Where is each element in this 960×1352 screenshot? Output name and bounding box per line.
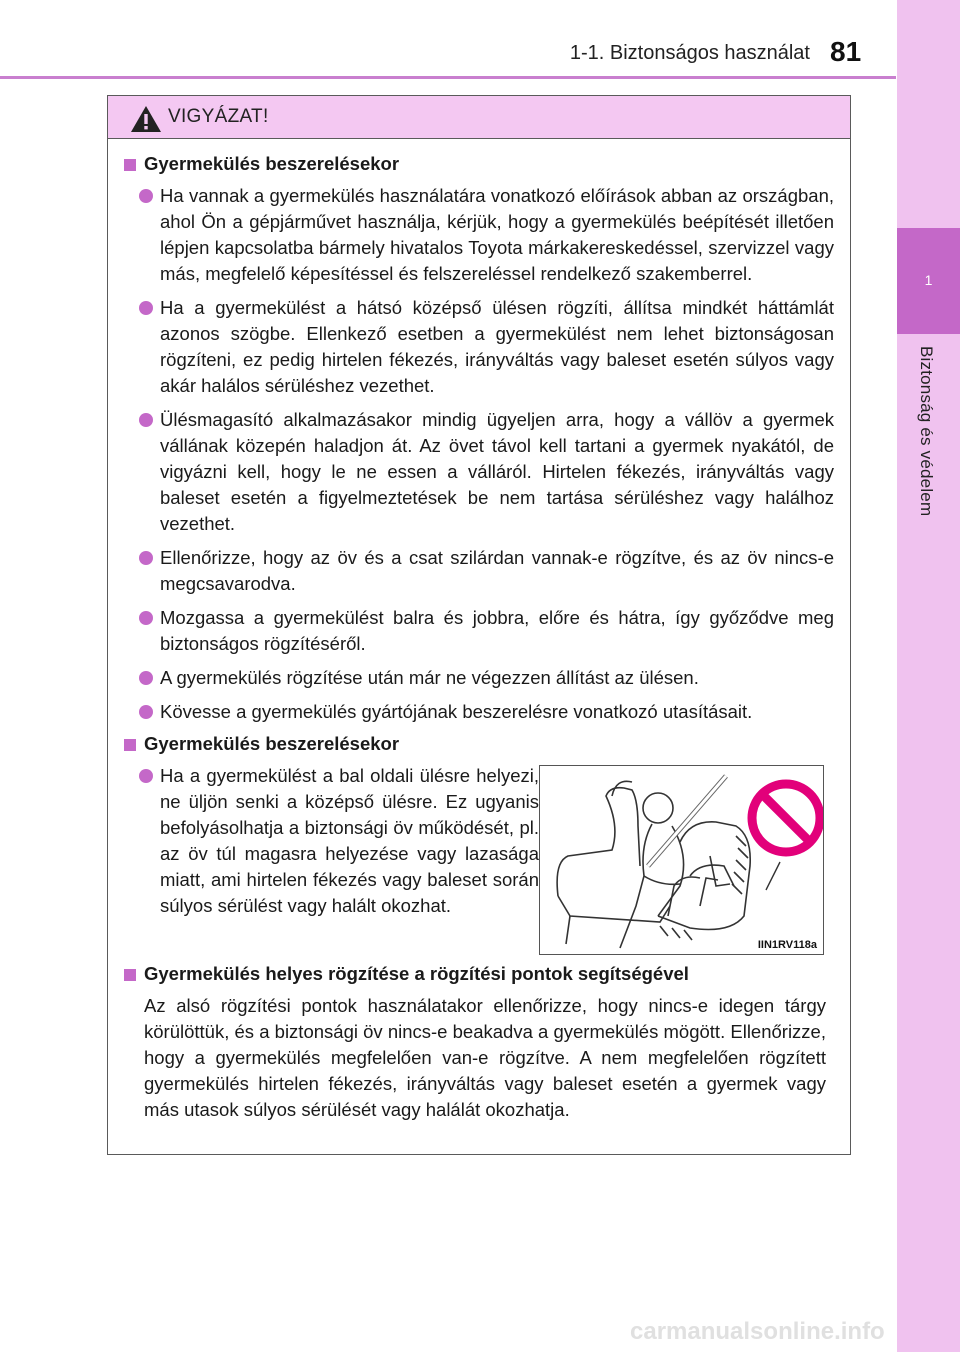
round-bullet-icon [139,705,153,719]
chapter-number: 1 [924,272,933,288]
child-seat-drawing [540,766,823,953]
list-item: Ülésmagasító alkalmazásakor mindig ügyeljen arra, hogy a vállöv a gyermek vállának közepén haladjon át. Az övet távol kell tartani a gyermek nyakától, de vigyázni kell, hogy le ne essen a válláról. Hirtelen fékezés, irányváltás vagy baleset esetén a figyelmeztetések be nem tartása sérüléshez vagy halálhoz vezethet. [124,407,834,537]
header-divider [0,76,896,79]
caution-title: VIGYÁZAT! [168,106,269,127]
round-bullet-icon [139,611,153,625]
paragraph: Az alsó rögzítési pontok használatakor ellenőrizze, hogy nincs-e idegen tárgy körülöttük, és a biztonsági öv nincs-e beakadva a gyermekülés mögött. Ellenőrizze, hogy a gyermekülés megfelelően van-e rögzítve. A nem megfelelően rögzített gyermekülés hirtelen fékezés, irányváltás vagy baleset esetén a gyermek vagy más utasok súlyos sérülését vagy halálát okozhatja. [144,995,826,1120]
round-bullet-icon [139,551,153,565]
section-heading: Gyermekülés beszerelésekor [124,153,834,175]
list-item: Ha a gyermekülést a bal oldali ülésre helyezi, ne üljön senki a középső ülésre. Ez ugyanis befolyásolhatja a biztonsági öv működését, pl. az öv túl magasra helyezése vagy lazasága miatt, ami hirtelen fékezés vagy baleset során súlyos sérülést vagy halált okozhat. [124,763,539,955]
list-item: Mozgassa a gyermekülést balra és jobbra, előre és hátra, így győződve meg biztonságos rögzítéséről. [124,605,834,657]
warning-triangle-icon [130,105,162,133]
list-item: Kövesse a gyermekülés gyártójának beszerelésre vonatkozó utasításait. [124,699,834,725]
list-item: Ha a gyermekülést a hátsó középső ülésen rögzíti, állítsa mindkét háttámlát azonos szögbe. Ellenkező esetben a gyermekülést nem lehet biztonságosan rögzíteni, ez pedig hirtelen fékezés, irányváltás vagy baleset esetén súlyos vagy akár halálos sérüléshez vezethet. [124,295,834,399]
chapter-side-tab [897,0,960,1352]
section-heading: Gyermekülés helyes rögzítése a rögzítési pontok segítségével [124,963,834,985]
caution-header [108,96,850,139]
illustration-code: IIN1RV118a [757,939,817,951]
section-heading: Gyermekülés beszerelésekor [124,733,834,755]
round-bullet-icon [139,769,153,783]
bullet-with-illustration [124,763,834,955]
round-bullet-icon [139,671,153,685]
round-bullet-icon [139,301,153,315]
square-bullet-icon [124,739,136,751]
watermark: carmanualsonline.info [630,1318,885,1345]
round-bullet-icon [139,413,153,427]
section-title: 1-1. Biztonságos használat [569,42,810,64]
square-bullet-icon [124,159,136,171]
page-number: 81 [830,36,862,67]
caution-content [108,139,850,1123]
round-bullet-icon [139,189,153,203]
caution-box [107,95,851,1155]
list-item: Ha vannak a gyermekülés használatára vonatkozó előírások abban az országban, ahol Ön a gépjárművet használja, kérjük, hogy a gyermekülés beépítését illetően lépjen kapcsolatba bármely hivatalos Toyota márkakereskedéssel, szervizzel vagy más, megfelelő képesítéssel és felszereléssel rendelkező szakemberrel. [124,183,834,287]
square-bullet-icon [124,969,136,981]
list-item: A gyermekülés rögzítése után már ne végezzen állítást az ülésen. [124,665,834,691]
list-item: Ellenőrizze, hogy az öv és a csat szilárdan vannak-e rögzítve, és az öv nincs-e megcsavarodva. [124,545,834,597]
chapter-title: Biztonság és védelem [917,346,936,517]
child-seat-illustration [539,765,824,955]
